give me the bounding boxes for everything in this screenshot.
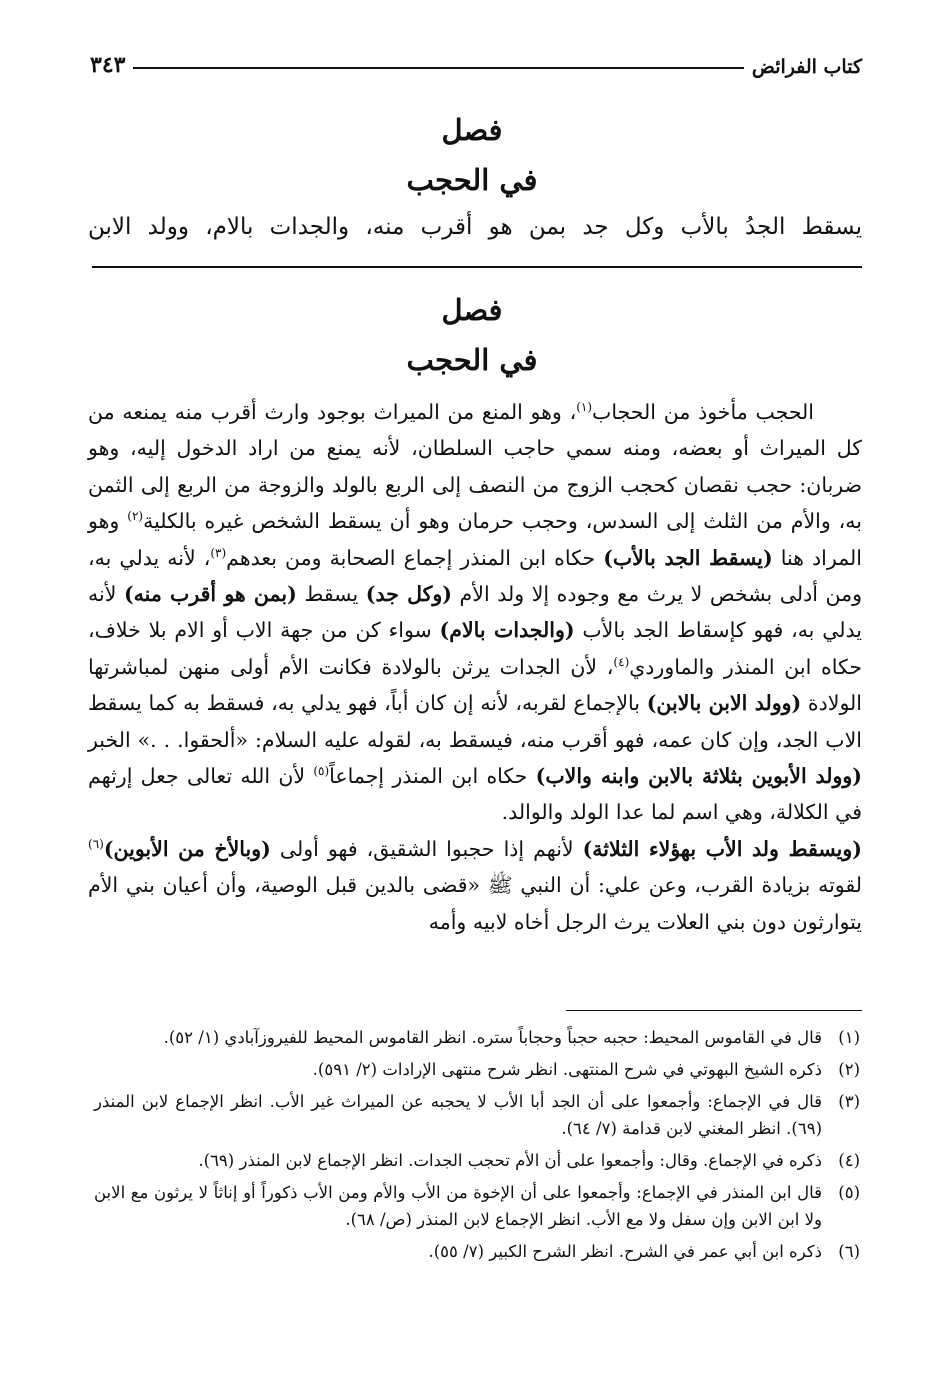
footnote-ref-3[interactable]: (٣) <box>210 545 227 560</box>
matn-quote: (ويسقط ولد الأب بهؤلاء الثلاثة) <box>582 836 862 861</box>
text-run: بالإجماع لقربه، لأنه إن كان أباً، فهو يدلي به، فسقط به كما يسقط الاب الجد، وإن كان عمه، فهو أقرب منه، فيسقط به، لقوله عليه السلام: «ألحقوا. . .» الخبر <box>88 691 862 752</box>
book-title: كتاب الفرائض <box>751 56 862 78</box>
footnote-number: (٣) <box>838 1092 860 1111</box>
text-run: ، لأنه يدلي به، ومن أدلى بشخص لا يرث مع وجوده إلا ولد الأم <box>88 545 863 607</box>
section-divider <box>92 266 862 268</box>
matn-heading-hajb: في الحجب <box>406 163 538 197</box>
sharh-heading-hajb: في الحجب <box>406 343 538 377</box>
text-run: يسقط <box>296 582 366 607</box>
text-run: لأنهم إذا حجبوا الشقيق، فهو أولى <box>270 836 583 861</box>
matn-quote: (وولد الابن بالابن) <box>646 691 802 716</box>
footnote-1 <box>94 1024 860 1051</box>
footnote-number: (٢) <box>838 1060 860 1079</box>
footnote-ref-6[interactable]: (٦) <box>88 837 104 852</box>
commentary-body <box>88 394 862 940</box>
matn-quote: (والجدات بالام) <box>439 618 575 643</box>
footnote-text: قال في القاموس المحيط: حجبه حجباً وحجاباً ستره. انظر القاموس المحيط للفيروزآبادي (١/ ٥٢). <box>163 1028 822 1047</box>
footnote-4 <box>94 1147 860 1174</box>
text-run: سواء كن من جهة الاب أو الام بلا خلاف، حكاه ابن المنذر والماوردي <box>88 618 862 679</box>
matn-quote: (بمن هو أقرب منه) <box>123 582 297 607</box>
text-run: وهو المراد هنا <box>88 509 862 570</box>
footnote-text: ذكره ابن أبي عمر في الشرح. انظر الشرح الكبير (٧/ ٥٥). <box>428 1242 822 1261</box>
text-run: ، لأن الجدات يرثن بالولادة فكانت الأم أولى منهن لمباشرتها الولادة <box>88 654 862 716</box>
footnote-separator <box>566 1010 862 1011</box>
footnote-number: (٤) <box>838 1151 860 1170</box>
footnote-ref-4[interactable]: (٤) <box>613 655 630 670</box>
commentary-paragraph-2 <box>88 831 862 940</box>
text-run: لأنه يدلي به، فهو كإسقاط الجد بالأب <box>88 582 862 643</box>
matn-quote: (وبالأخ من الأبوين) <box>103 836 271 861</box>
running-header <box>90 38 862 78</box>
matn-quote: (وولد الأبوين بثلاثة بالابن وابنه والاب) <box>535 764 862 789</box>
footnote-text: ذكره الشيخ البهوتي في شرح المنتهى. انظر شرح منتهى الإرادات (٢/ ٥٩١). <box>312 1060 822 1079</box>
text-run: الحجب مأخوذ من الحجاب <box>592 400 814 424</box>
matn-text: يسقط الجدُ بالأب وكل جد بمن هو أقرب منه، والجدات بالام، وولد الابن <box>88 214 862 240</box>
text-run: حكاه ابن المنذر إجماعاً <box>329 764 536 789</box>
text-run: لأن الله تعالى جعل إرثهم في الكلالة، وهي اسم لما عدا الولد والوالد. <box>88 764 862 825</box>
text-run: لقوته بزيادة القرب، وعن علي: أن النبي ﷺ «قضى بالدين قبل الوصية، وأن أعيان بني الأم يتوارثون دون بني العلات يرث الرجل أخاه لابيه وأمه <box>88 873 862 934</box>
sharh-heading-fasl: فصل <box>441 293 503 327</box>
matn-quote: (يسقط الجد بالأب) <box>603 545 773 570</box>
matn-heading-fasl: فصل <box>441 113 503 147</box>
footnote-number: (١) <box>838 1028 860 1047</box>
footnote-text: ذكره في الإجماع. وقال: وأجمعوا على أن الأم تحجب الجدات. انظر الإجماع لابن المنذر (٦٩). <box>198 1151 822 1170</box>
header-rule <box>133 67 743 69</box>
matn-quote: (وكل جد) <box>365 582 452 607</box>
text-run: حكاه ابن المنذر إجماع الصحابة ومن بعدهم <box>226 545 604 570</box>
page-number: ٣٤٣ <box>90 52 126 78</box>
footnote-ref-5[interactable]: (٥) <box>313 764 330 779</box>
footnote-text: قال ابن المنذر في الإجماع: وأجمعوا على أن الإخوة من الأب والأم ومن الأب ذكوراً أو إناثاً لا يرثون مع الابن ولا ابن الابن وإن سفل ولا مع الأب. انظر الإجماع لابن المنذر (ص/ ٦٨). <box>94 1183 822 1229</box>
footnote-ref-2[interactable]: (٢) <box>127 509 144 524</box>
footnote-3 <box>94 1088 860 1142</box>
commentary-paragraph-1 <box>88 394 862 831</box>
footnote-text: قال في الإجماع: وأجمعوا على أن الجد أبا الأب لا يحجبه عن الميراث غير الأب. انظر الإجماع لابن المنذر (٦٩). انظر المغني لابن قدامة (٧/ ٦٤). <box>94 1092 822 1138</box>
footnote-2 <box>94 1056 860 1083</box>
footnote-number: (٥) <box>838 1183 860 1202</box>
footnote-number: (٦) <box>838 1242 860 1261</box>
footnotes <box>94 1024 860 1270</box>
footnote-5 <box>94 1179 860 1233</box>
footnote-6 <box>94 1238 860 1265</box>
footnote-ref-1[interactable]: (١) <box>576 400 593 415</box>
text-run: ، وهو المنع من الميراث بوجود وارث أقرب منه يمنعه من كل الميراث أو بعضه، ومنه سمي حاجب السلطان، لأنه يمنع من اراد الدخول إليه، وهو ضربان: حجب نقصان كحجب الزوج من النصف إلى الربع بالولد والزوجة من الربع إلى الثمن به، والأم من الثلث إلى السدس، وحجب حرمان وهو أن يسقط الشخص غيره بالكلية <box>88 400 862 534</box>
